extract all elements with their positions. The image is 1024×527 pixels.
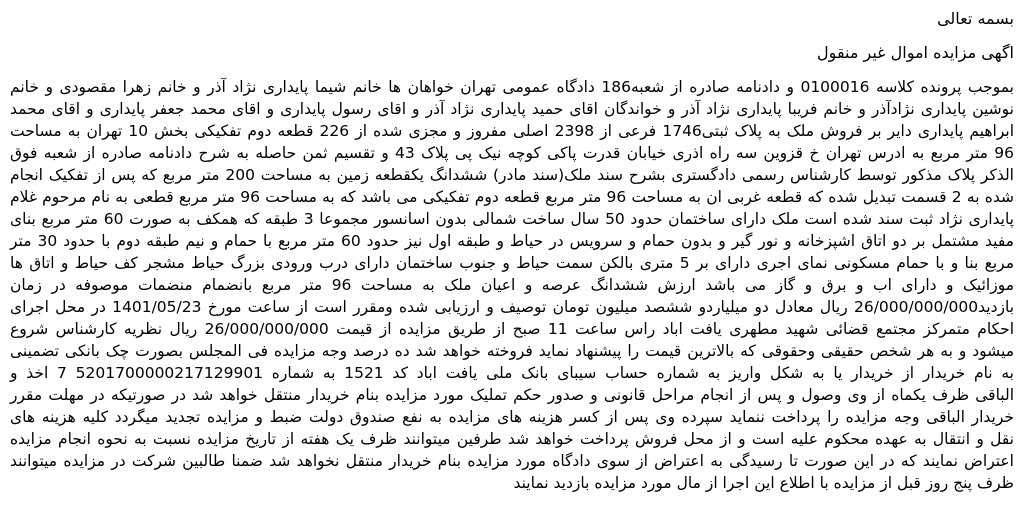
body-line: نقل و انتقال به عهده محکوم علیه است و از محل فروش پرداخت خواهد شد طرفین میتوانند ظرف یک هفته از تاریخ مزایده نسبت به نحوه انجام مزایده bbox=[10, 430, 1014, 448]
body-line: ابراهیم پایداری دایر بر فروش ملک به پلاک ثبتی1746 فرعی از 2398 اصلی مفروز و مجزی شده از 226 قطعه دوم تفکیکی بخش 10 تهران به مساحت bbox=[10, 122, 1015, 140]
body-line: نوشین پایداری نژادآذر و خانم فریبا پایداری نژاد آذر و خواندگان اقای حمید پایداری نژاد آذر و اقای رسول پایداری و اقای محمد جعفر پایداری و اقای محمد bbox=[10, 100, 1014, 118]
body-line: الذکر پلاک مذکور توسط کارشناس رسمی دادگستری بشرح سند ملک(سند مادر) ششدانگ یکقطعه زمین به مساحت 200 متر مربع که پس از تفکیک انجام bbox=[10, 166, 1014, 184]
body-line: پایداری نژاد ثبت سند شده است ملک دارای ساختمان حدود 50 سال ساخت شمالی بدون اسانسور مجموعا 3 طبقه که همکف به صورت 60 متر مربع بنای bbox=[10, 210, 1014, 228]
document-body bbox=[10, 76, 1014, 494]
body-line: خریدار الباقی وجه مزایده را پرداخت ننماید سپرده وی پس از کسر هزینه های مزایده به نفع صندوق دولت ضبط و مزایده تجدید میگردد کلیه هزینه های bbox=[10, 408, 1014, 426]
body-line: میشود و به هر شخص حقیقی وحقوقی که بالاترین قیمت را پیشنهاد نماید فروخته خواهد شد ده درصد وجه مزایده فی المجلس بصورت چک بانکی تضمینی bbox=[10, 342, 1014, 360]
body-line: موزائیک و دارای اب و برق و گاز می باشد ارزش ششدانگ عرصه و اعیان ملک به مساحت 96 متر مربع بانضمام منضمات موصوفه در زمان bbox=[10, 276, 1015, 294]
body-line: اعتراض نمایند که در این صورت تا رسیدگی به اعتراض از سوی دادگاه مورد مزایده بنام خریدار منتقل نخواهد شد ضمنا طالبین شرکت در مزایده میتوانند bbox=[10, 452, 1014, 470]
body-line: مفید مشتمل بر دو اتاق اشپزخانه و نور گیر و بدون حمام و سرویس در حیاط و طبقه اول نیز حدود 60 متر مربع با حمام و نیم طبقه دوم با حدود 30 متر bbox=[10, 232, 1014, 250]
document-header: بسمه تعالی bbox=[937, 9, 1014, 28]
body-line: به نام خریدار از خریدار یا به شکل واریز به شماره حساب سیبای بانک ملی یافت اباد کد 1521 به شماره 5201700000217129901 7 اخذ و bbox=[10, 364, 1014, 382]
body-line: احکام متمرکز مجتمع قضائی شهید مطهری یافت اباد راس ساعت 11 صبح از طریق مزایده از قیمت 26/000/000/000 ریال نظریه کارشناس شروع bbox=[10, 320, 1014, 338]
spacer bbox=[10, 64, 1014, 76]
body-line: شده به 2 قسمت تبدیل شده که قطعه غربی ان به مساحت 96 متر مربع قطعه دوم تفکیکی می باشد که به مساحت 96 متر مربع قطعی به نام مرحوم غلام bbox=[10, 188, 1014, 206]
body-line: 96 متر مربع به ادرس تهران خ قزوین سه راه اذری خیابان قدرت پاکی کوچه نیک پی پلاک 43 و تقسیم ثمن حاصله به شرح دادنامه صادره از شعبه فوق bbox=[10, 144, 1014, 162]
spacer bbox=[10, 30, 1014, 42]
body-line: ظرف پنج روز قبل از مزایده با اطلاع این اجرا از مال مورد مزایده بازدید نمایند bbox=[513, 474, 1014, 492]
body-line: الباقی ظرف یکماه از وی وصول و پس از انجام مراحل قانونی و صدور حکم تملیک مورد مزایده بنام خریدار منتقل خواهد شد در صورتیکه در مهلت مقرر bbox=[10, 386, 1014, 404]
body-line: مربع بنا و با حمام مسکونی نمای اجری دارای بر 5 متری بالکن سمت حیاط و جنوب ساختمان دارای درب ورودی بزرگ حیاط مشجر کف حیاط و اتاق ها bbox=[10, 254, 1015, 272]
body-line: بموجب پرونده کلاسه 0100016 و دادنامه صادره از شعبه186 دادگاه عمومی تهران خواهان ها خانم شیما پایداری نژاد آذر و خانم زهرا مقصودی و خانم bbox=[10, 78, 1014, 96]
document-title: اگهی مزایده اموال غیر منقول bbox=[817, 43, 1014, 62]
body-line: بازدید26/000/000/000 ریال معادل دو میلیاردو ششصد میلیون تومان توصیف و ارزیابی شده ومقرر است از ساعت مورخ 1401/05/23 در محل اجرای bbox=[10, 298, 1015, 316]
